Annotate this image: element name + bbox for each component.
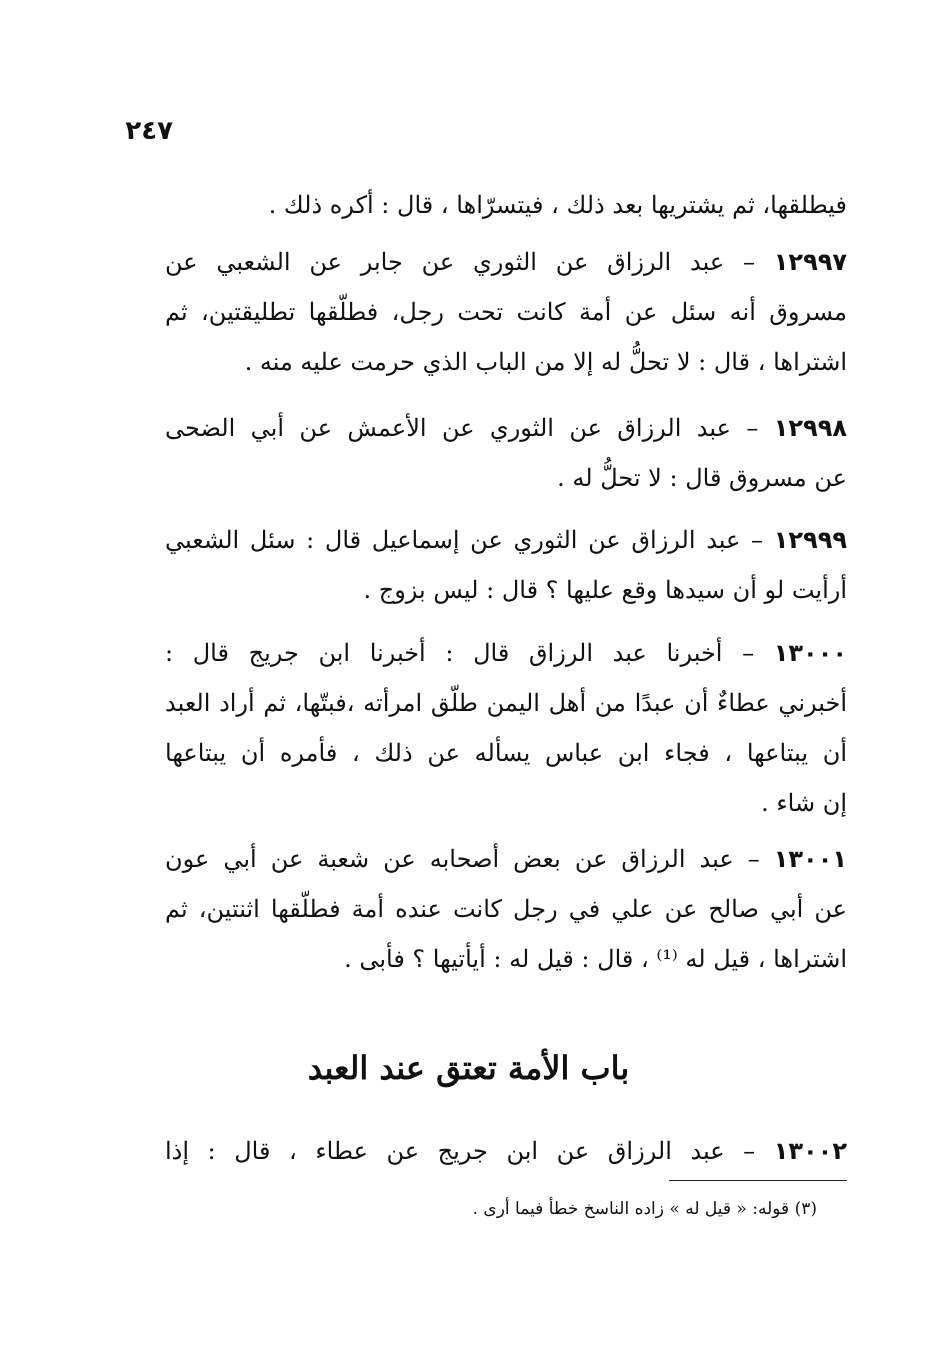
footnote-divider	[669, 1180, 847, 1181]
hadith-entry	[165, 834, 847, 984]
entry-text: – أخبرنا عبد الرزاق قال : أخبرنا ابن جريج قال :	[165, 639, 755, 667]
hadith-entry	[165, 237, 847, 387]
paragraph-line: أرأيت لو أن سيدها وقع عليها ؟ قال : ليس بزوج .	[363, 576, 847, 604]
entry-number: ١٢٩٩٧	[773, 248, 848, 276]
paragraph-line	[165, 628, 847, 678]
entry-text: – عبد الرزاق عن ابن جريج عن عطاء ، قال : إذا	[165, 1137, 756, 1165]
page-number: ٢٤٧	[125, 116, 173, 146]
paragraph-line	[165, 1126, 847, 1176]
entry-text: – عبد الرزاق عن الثوري عن إسماعيل قال : سئل الشعبي	[165, 526, 764, 554]
continuation-paragraph	[165, 180, 847, 230]
entry-text: – عبد الرزاق عن الثوري عن الأعمش عن أبي الضحى	[165, 414, 759, 442]
paragraph-line: اشتراها ، قيل له ⁽¹⁾ ، قال : قيل له : أيأتيها ؟ فأبى .	[344, 945, 847, 973]
footnote: (٣) قوله: « قيل له » زاده الناسخ خطأ فيما أرى .	[472, 1199, 817, 1219]
entry-text: – عبد الرزاق عن الثوري عن جابر عن الشعبي عن	[165, 248, 755, 276]
paragraph-line: عن أبي صالح عن علي في رجل كانت عنده أمة فطلّقها اثنتين، ثم	[165, 895, 847, 923]
paragraph-line: إن شاء .	[761, 789, 847, 817]
entry-number: ١٣٠٠٢	[773, 1137, 847, 1165]
hadith-entry	[165, 403, 847, 503]
entry-number: ١٣٠٠٠	[773, 639, 847, 667]
paragraph-line: عن مسروق قال : لا تحلُّ له .	[557, 464, 847, 492]
hadith-entry	[165, 515, 847, 615]
paragraph-line	[165, 515, 847, 565]
entry-number: ١٢٩٩٩	[773, 526, 847, 554]
paragraph-line	[165, 237, 847, 287]
entry-number: ١٢٩٩٨	[773, 414, 847, 442]
entry-text: – عبد الرزاق عن بعض أصحابه عن شعبة عن أبي عون	[165, 845, 760, 873]
entry-number: ١٣٠٠١	[773, 845, 847, 873]
hadith-entry	[165, 1126, 847, 1176]
paragraph-line	[165, 403, 847, 453]
paragraph-line: أن يبتاعها ، فجاء ابن عباس يسأله عن ذلك ، فأمره أن يبتاعها	[165, 739, 847, 767]
paragraph-line: فيطلقها، ثم يشتريها بعد ذلك ، فيتسرّاها ، قال : أكره ذلك .	[268, 191, 847, 219]
chapter-heading: باب الأمة تعتق عند العبد	[307, 1049, 630, 1087]
paragraph-line: أخبرني عطاءٌ أن عبدًا من أهل اليمن طلّق امرأته ،فبتّها، ثم أراد العبد	[165, 689, 847, 717]
paragraph-line	[165, 834, 847, 884]
paragraph-line: مسروق أنه سئل عن أمة كانت تحت رجل، فطلّقها تطليقتين، ثم	[165, 298, 847, 326]
hadith-entry	[165, 628, 847, 828]
paragraph-line: اشتراها ، قال : لا تحلُّ له إلا من الباب الذي حرمت عليه منه .	[244, 348, 847, 376]
